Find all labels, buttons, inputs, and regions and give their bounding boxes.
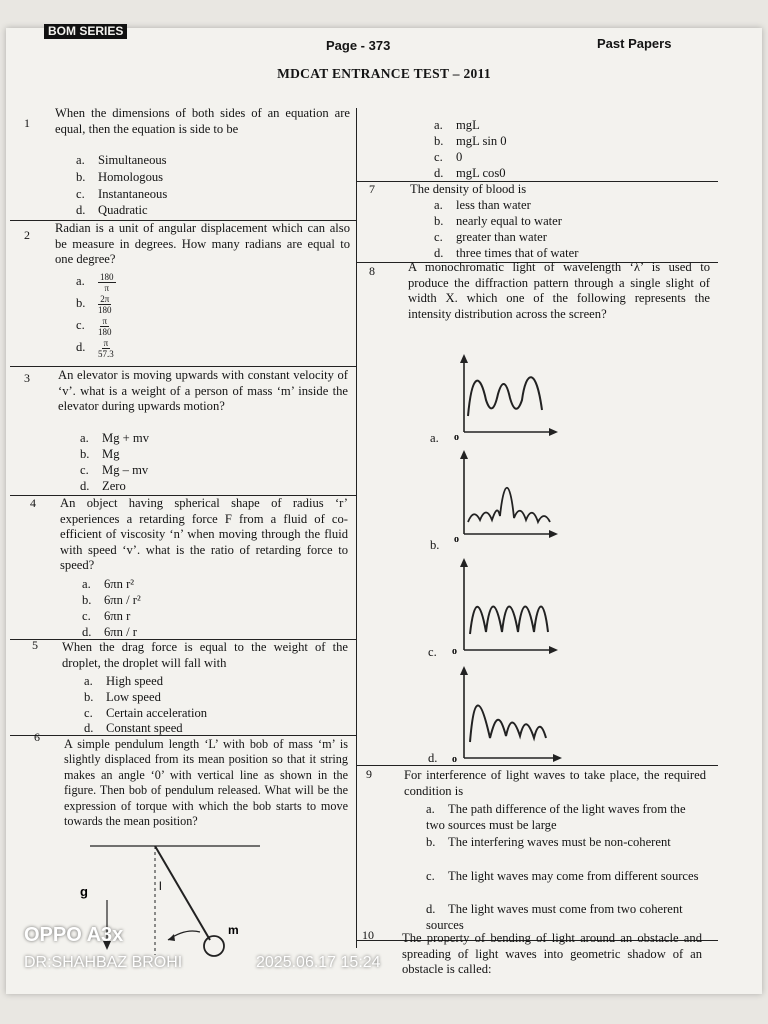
timestamp-watermark: 2025.06.17 15:24	[256, 954, 381, 971]
question-number: 2	[24, 228, 30, 242]
exam-title: MDCAT ENTRANCE TEST – 2011	[277, 66, 491, 81]
graph-option-label: c.	[428, 645, 437, 659]
option: d. Quadratic	[76, 203, 148, 217]
separator	[356, 765, 718, 766]
question-number: 6	[34, 730, 40, 744]
option-fraction: a. $\frac{180}{\pi}$	[76, 272, 114, 293]
question-number: 5	[32, 638, 38, 652]
option: c. 0	[434, 150, 463, 164]
option: a. 6πn r²	[82, 577, 135, 591]
question-text: An elevator is moving upwards with constant velocity of ‘v’. what is a weight of a person of mass ‘m’ inside the elevator during upwards motion?	[58, 368, 348, 413]
option: a. Mg + mv	[80, 431, 149, 445]
option: c. The light waves may come from different sources	[426, 869, 699, 883]
svg-text:o: o	[454, 534, 459, 543]
option: d. mgL cos0	[434, 166, 506, 180]
separator	[10, 735, 356, 736]
page-number: Page - 373	[326, 38, 391, 53]
option: b. The interfering waves must be non-coherent	[426, 835, 671, 849]
option: d. The light waves must come from two coherent sources	[426, 902, 683, 932]
option: c. greater than water	[434, 230, 547, 244]
caption-watermark: DR:SHAHBAZ BROHI	[24, 954, 183, 971]
question-text: A monochromatic light of wavelength ‘λ’ is used to produce the diffraction pattern through a single slight of width X. which one of the following represents the intensity distribution across the screen?	[408, 260, 710, 321]
column-divider	[356, 108, 357, 948]
option: a. The path difference of the light waves from the two sources must be large	[426, 802, 686, 832]
option: d. Zero	[80, 479, 126, 493]
intensity-graph-b	[450, 448, 560, 543]
fig-label-g: g	[80, 884, 88, 899]
option-fraction: c. $\frac{\pi}{180}$	[76, 316, 112, 337]
option: d. three times that of water	[434, 246, 579, 260]
question-text: When the dimensions of both sides of an equation are equal, then the equation is side to be	[55, 106, 350, 136]
intensity-graph-c	[450, 556, 560, 656]
option-fraction: b. $\frac{2\pi}{180}$	[76, 294, 112, 315]
question-text: The density of blood is	[410, 182, 527, 196]
option: c. Instantaneous	[76, 187, 168, 201]
option: a. less than water	[434, 198, 531, 212]
question-number: 9	[366, 767, 372, 781]
question-number: 1	[24, 116, 30, 130]
graph-option-label: a.	[430, 431, 439, 445]
question-text: The property of bending of light around an obstacle and spreading of light waves into geometric shadow of an obstacle is called:	[402, 931, 702, 976]
svg-text:o: o	[452, 754, 457, 764]
option: b. nearly equal to water	[434, 214, 562, 228]
option: b. mgL sin 0	[434, 134, 507, 148]
option: a. Simultaneous	[76, 153, 167, 167]
option: a. mgL	[434, 118, 480, 132]
option: d. 6πn / r	[82, 625, 137, 639]
question-text: An object having spherical shape of radius ‘r’ experiences a retarding force F from a fluid of co-efficient of viscosity ‘n’ when moving through the fluid with speed ‘v’. what is the ratio of retarding force to speed?	[60, 496, 348, 572]
option: b. Mg	[80, 447, 120, 461]
option: a. High speed	[84, 674, 164, 688]
option: c. Certain acceleration	[84, 706, 208, 720]
question-number: 4	[30, 496, 36, 510]
question-text: Radian is a unit of angular displacement which can also be measure in degrees. How many radians are equal to one degree?	[55, 221, 350, 266]
graph-option-label: b.	[430, 538, 440, 552]
question-text: When the drag force is equal to the weight of the droplet, the droplet will fall with	[62, 640, 348, 670]
question-text: A simple pendulum length ‘L’ with bob of mass ‘m’ is slightly displaced from its mean position so that it string makes an angle ‘0’ with vertical line as shown in the figure. Then bob of pendulum released. What will be the expression of torque with which the bob starts to move towards the mean position?	[64, 737, 348, 829]
option-fraction: d. $\frac{\pi}{57.3}$	[76, 338, 114, 359]
graph-origin: o	[454, 432, 459, 442]
option: b. 6πn / r²	[82, 593, 141, 607]
fig-label-l: l	[159, 879, 162, 893]
device-watermark: OPPO A3x	[24, 924, 124, 946]
option: d. Constant speed	[84, 721, 183, 735]
question-number: 3	[24, 371, 30, 385]
intensity-graph-d	[450, 664, 565, 764]
svg-text:o: o	[452, 646, 457, 656]
header-right: Past Papers	[597, 36, 672, 51]
question-number: 10	[362, 928, 374, 942]
option: b. Homologous	[76, 170, 164, 184]
series-tag: BOM SERIES	[44, 24, 127, 39]
separator	[10, 366, 356, 367]
option: b. Low speed	[84, 690, 161, 704]
question-number: 8	[369, 264, 375, 278]
intensity-graph-a	[450, 352, 560, 442]
question-text: For interference of light waves to take place, the required condition is	[404, 768, 706, 798]
option: c. Mg – mv	[80, 463, 149, 477]
question-number: 7	[369, 182, 375, 196]
fig-label-m: m	[228, 923, 239, 937]
graph-option-label: d.	[428, 751, 438, 765]
option: c. 6πn r	[82, 609, 131, 623]
